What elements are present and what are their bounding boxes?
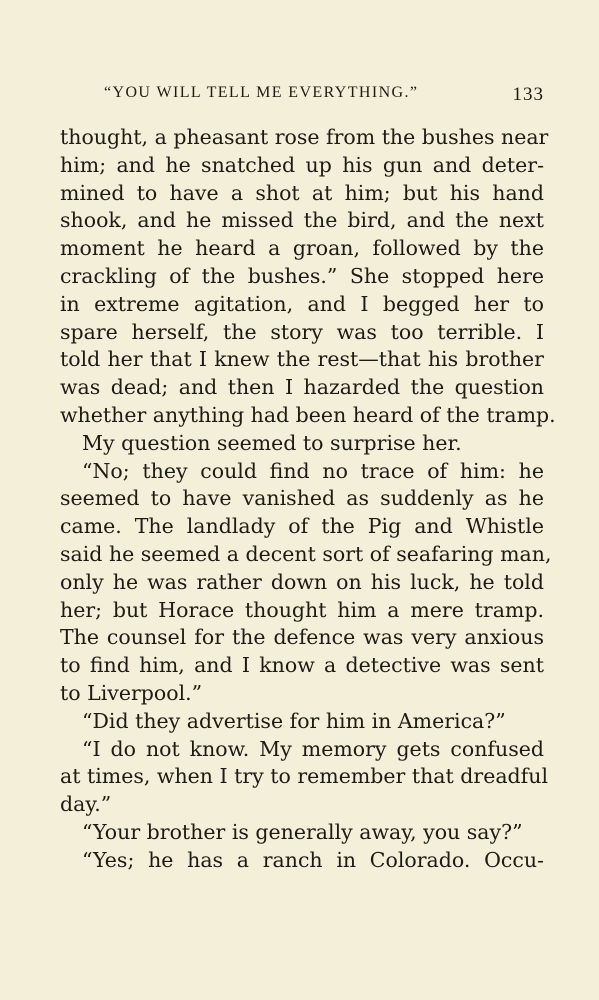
text-line: shook, and he missed the bird, and the next [60, 208, 544, 233]
text-line: to Liverpool.” [60, 680, 203, 705]
text-line: spare herself, the story was too terrible. I [60, 319, 544, 344]
text-line: “No; they could find no trace of him: he [82, 458, 544, 483]
text-line: seemed to have vanished as suddenly as he [60, 486, 544, 511]
text-line: thought, a pheasant rose from the bushes near [60, 125, 549, 149]
text-line: whether anything had been heard of the tramp. [60, 402, 556, 427]
text-line: was dead; and then I hazarded the question [60, 375, 544, 400]
text-line: came. The landlady of the Pig and Whistle [60, 514, 544, 539]
text-line: told her that I knew the rest—that his brother [60, 347, 544, 372]
text-line: mined to have a shot at him; but his hand [60, 180, 544, 205]
text-line: “Your brother is generally away, you say?” [82, 819, 523, 844]
text-line: “I do not know. My memory gets confused [82, 736, 544, 761]
running-title: “YOU WILL TELL ME EVERYTHING.” [104, 84, 419, 101]
text-line: day.” [60, 792, 112, 817]
text-line: moment he heard a groan, followed by the [60, 236, 544, 261]
body-text [60, 124, 556, 875]
running-head [60, 84, 544, 108]
text-line: in extreme agitation, and I begged her to [60, 291, 544, 316]
text-line: to find him, and I know a detective was sent [60, 653, 544, 678]
text-line: only he was rather down on his luck, he told [60, 569, 544, 594]
text-line: My question seemed to surprise her. [82, 430, 462, 455]
text-line: him; and he snatched up his gun and deter- [60, 152, 544, 177]
text-line: said he seemed a decent sort of seafaring man, [60, 541, 552, 566]
text-line: her; but Horace thought him a mere tramp. [60, 597, 544, 622]
text-line: at times, when I try to remember that dreadful [60, 764, 549, 789]
text-line: crackling of the bushes.” She stopped here [60, 263, 544, 288]
text-line: The counsel for the defence was very anxious [60, 625, 544, 650]
text-line: “Did they advertise for him in America?” [82, 708, 506, 733]
text-line: “Yes; he has a ranch in Colorado. Occu- [82, 847, 544, 872]
page-number: 133 [512, 84, 544, 105]
